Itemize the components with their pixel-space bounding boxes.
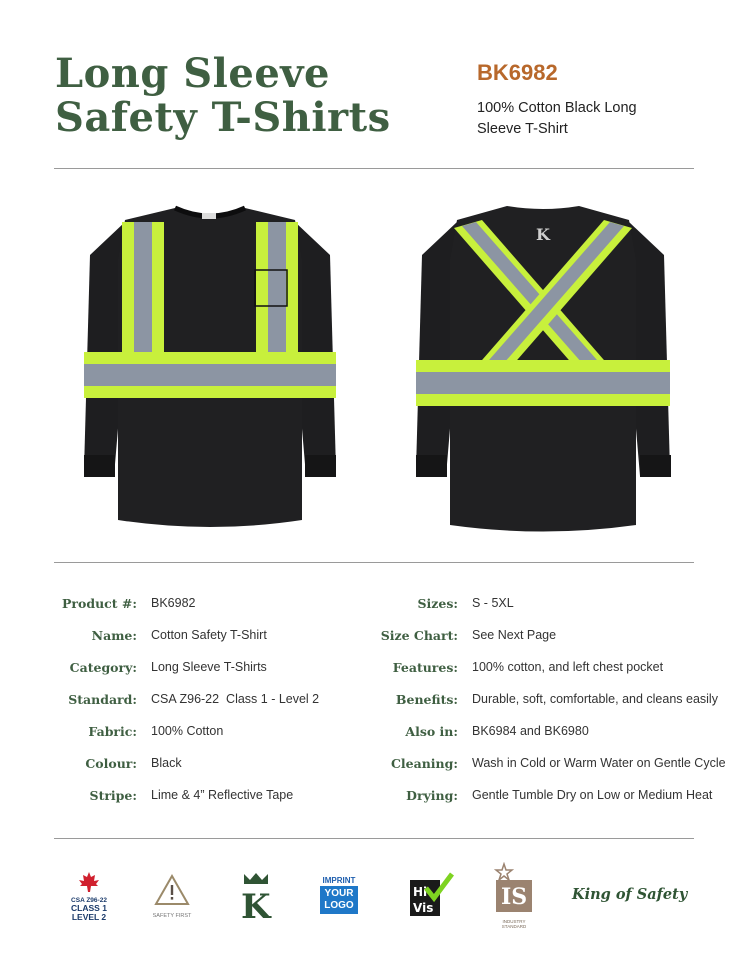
spec-label: Also in: xyxy=(405,724,458,739)
page-title xyxy=(55,52,391,140)
svg-text:K: K xyxy=(536,225,550,244)
spec-label: Category: xyxy=(69,660,137,675)
spec-value: CSA Z96-22 Class 1 - Level 2 xyxy=(151,692,320,706)
spec-value: S - 5XL xyxy=(472,596,514,610)
divider-top xyxy=(54,168,694,169)
spec-label: Drying: xyxy=(406,788,458,803)
imprint-logo-text: LOGO xyxy=(324,900,354,911)
csa-class-text: CLASS 1 xyxy=(71,903,107,913)
warning-triangle-icon xyxy=(154,874,190,906)
csa-class-logo xyxy=(66,872,112,922)
your-logo-box xyxy=(320,886,358,914)
csa-level-text: LEVEL 2 xyxy=(71,912,107,922)
title-line-1: Long Sleeve xyxy=(55,50,330,97)
imprint-label: IMPRINT xyxy=(322,876,356,885)
certification-logos xyxy=(54,858,694,938)
spec-value: 100% Cotton xyxy=(151,724,224,738)
maple-leaf-icon xyxy=(78,872,100,892)
industry-standard-text: INDUSTRY STANDARD xyxy=(501,919,527,929)
spec-value: BK6984 and BK6980 xyxy=(472,724,589,738)
spec-label: Name: xyxy=(91,628,137,643)
spec-label: Sizes: xyxy=(417,596,458,611)
hi-vis-check-icon xyxy=(408,872,454,918)
spec-value: Wash in Cold or Warm Water on Gentle Cycle xyxy=(472,756,726,770)
svg-text:Vis: Vis xyxy=(413,901,434,915)
spec-value: Black xyxy=(151,756,182,770)
spec-value: BK6982 xyxy=(151,596,196,610)
spec-label: Colour: xyxy=(85,756,137,771)
spec-label: Features: xyxy=(392,660,458,675)
king-of-safety-logo: King of Safety xyxy=(572,886,688,903)
svg-text:IS: IS xyxy=(501,884,528,910)
safety-first-text: SAFETY FIRST xyxy=(152,913,192,919)
industry-standard-logo xyxy=(492,862,536,929)
product-description: 100% Cotton Black Long Sleeve T-Shirt xyxy=(477,100,637,137)
spec-label: Product #: xyxy=(62,596,137,611)
spec-label: Stripe: xyxy=(89,788,137,803)
divider-bottom xyxy=(54,838,694,839)
product-code: BK6982 xyxy=(477,60,558,85)
spec-label: Cleaning: xyxy=(390,756,458,771)
divider-middle xyxy=(54,562,694,563)
svg-text:K: K xyxy=(241,887,271,922)
shirt-front-image xyxy=(80,200,340,540)
spec-value: Gentle Tumble Dry on Low or Medium Heat xyxy=(472,788,713,802)
svg-text:Hi: Hi xyxy=(413,885,428,899)
spec-label: Benefits: xyxy=(395,692,458,707)
spec-table xyxy=(54,590,726,810)
imprint-your: YOUR xyxy=(324,888,354,899)
hi-vis-logo xyxy=(408,872,454,923)
spec-label: Standard: xyxy=(68,692,137,707)
star-badge-icon xyxy=(492,862,536,914)
safety-first-logo xyxy=(150,874,194,919)
spec-value: See Next Page xyxy=(472,628,557,642)
spec-value: Durable, soft, comfortable, and cleans easily xyxy=(472,692,718,706)
spec-label: Fabric: xyxy=(88,724,137,739)
spec-value: Long Sleeve T-Shirts xyxy=(151,660,267,674)
shirt-back-image xyxy=(412,200,674,540)
spec-value: 100% cotton, and left chest pocket xyxy=(472,660,664,674)
title-line-2: Safety T-Shirts xyxy=(55,94,391,141)
spec-value: Cotton Safety T-Shirt xyxy=(151,628,267,642)
csa-standard-text: CSA Z96-22 xyxy=(71,897,107,904)
imprint-logo xyxy=(320,876,358,914)
spec-value: Lime & 4” Reflective Tape xyxy=(151,788,294,802)
crown-k-icon xyxy=(238,872,274,922)
king-k-logo xyxy=(238,872,274,927)
spec-label: Size Chart: xyxy=(380,628,458,643)
